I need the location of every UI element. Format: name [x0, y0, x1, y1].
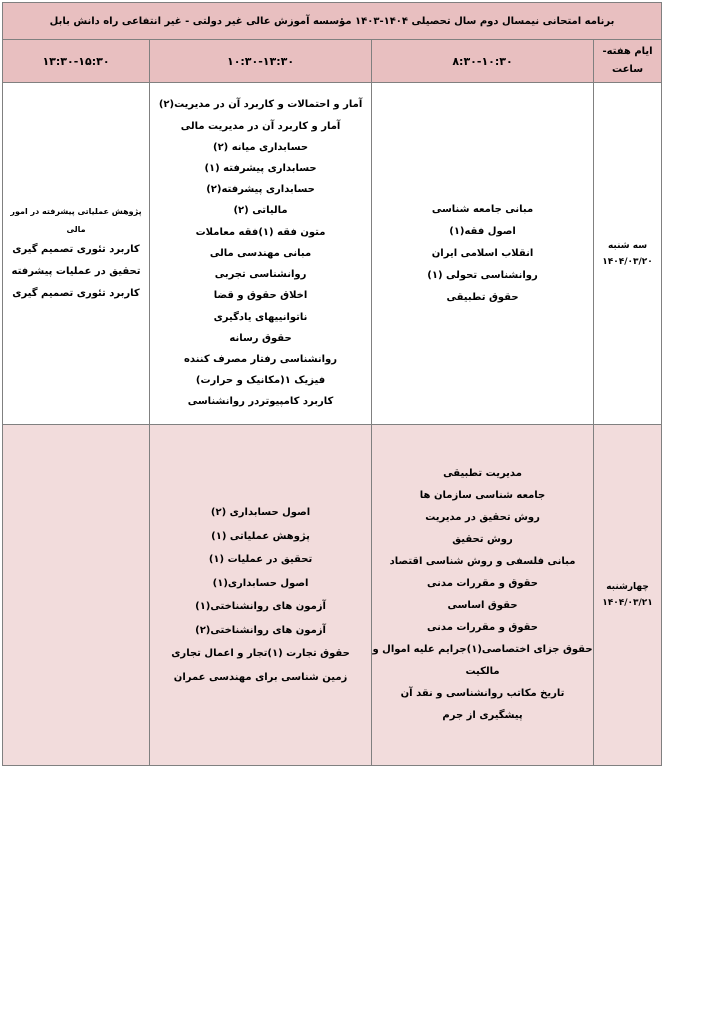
course-item: حقوق رسانه: [229, 332, 292, 344]
course-item: کاربرد تئوری تصمیم گیری: [12, 287, 140, 299]
schedule-row-tuesday: [3, 83, 662, 425]
day-name: چهارشنبه: [606, 582, 649, 592]
day-date: ۱۴۰۴/۰۳/۲۰: [602, 256, 653, 267]
course-item: انقلاب اسلامی ایران: [431, 247, 534, 259]
course-item: مبانی فلسفی و روش شناسی اقتصاد: [389, 556, 576, 567]
schedule-row-wednesday: [3, 425, 662, 766]
course-item: حقوق تجارت (۱)تجار و اعمال تجاری: [171, 648, 350, 659]
day-cell-tuesday: [594, 83, 662, 425]
day-date: ۱۴۰۴/۰۳/۲۱: [602, 598, 653, 608]
course-item: مدیریت تطبیقی: [443, 468, 522, 479]
course-item: روش تحقیق در مدیریت: [425, 512, 540, 523]
course-item: مالیاتی (۲): [233, 205, 288, 217]
course-item: کاربرد تئوری تصمیم گیری: [12, 243, 140, 255]
course-item: حسابداری پیشرفته (۱): [204, 163, 317, 175]
slot-header-3: ۱۳:۳۰-۱۵:۳۰: [3, 40, 150, 83]
course-item: اخلاق حقوق و قضا: [213, 290, 308, 302]
day-name: سه شنبه: [607, 240, 648, 251]
slot3-cell-tuesday: [3, 83, 150, 425]
slot1-cell-tuesday: [372, 83, 594, 425]
header-row: [3, 40, 662, 83]
course-item: روانشناسی رفتار مصرف کننده: [184, 353, 338, 365]
slot-header-2: ۱۰:۳۰-۱۳:۳۰: [150, 40, 372, 83]
course-item: حقوق و مقررات مدنی: [427, 622, 539, 633]
schedule-title: برنامه امتحانی نیمسال دوم سال تحصیلی ۱۴۰۴-۱۴۰۳ مؤسسه آموزش عالی غیر دولتی - غیر انتفاعی راه دانش بابل: [3, 3, 662, 40]
weekday-label: ایام هفته-: [602, 46, 653, 57]
course-item: حسابداری میانه (۲): [212, 141, 309, 153]
course-item: آزمون های روانشناختی(۲): [195, 624, 326, 636]
day-cell-wednesday: [594, 425, 662, 766]
course-list: [372, 463, 593, 727]
time-label: ساعت: [612, 64, 644, 75]
course-item: مبانی مهندسی مالی: [209, 247, 312, 259]
course-item: متون فقه (۱)فقه معاملات: [195, 226, 326, 238]
course-item: مالکیت: [465, 666, 500, 677]
course-item: پیشگیری از جرم: [442, 710, 523, 721]
course-item: زمین شناسی برای مهندسی عمران: [173, 671, 348, 683]
course-list: [372, 199, 593, 309]
course-item: پژوهش عملیاتی پیشرفته در امور مالی: [10, 206, 142, 234]
course-item: آمار و احتمالات و کاربرد آن در مدیریت(۲): [158, 99, 363, 111]
course-item: روش تحقیق: [452, 534, 513, 545]
slot-header-1: ۸:۳۰-۱۰:۳۰: [372, 40, 594, 83]
course-item: تحقیق در عملیات پیشرفته: [11, 265, 141, 277]
course-list: [150, 94, 371, 412]
course-item: حقوق تطبیقی: [446, 291, 519, 303]
course-item: جامعه شناسی سازمان ها: [419, 490, 546, 501]
course-item: حسابداری پیشرفته(۲): [206, 184, 315, 196]
course-item: روانشناسی تحولی (۱): [427, 269, 538, 281]
slot2-cell-wednesday: [150, 425, 372, 766]
course-item: آزمون های روانشناختی(۱): [195, 601, 326, 612]
slot1-cell-wednesday: [372, 425, 594, 766]
course-item: حقوق اساسی: [447, 600, 518, 611]
slot2-cell-tuesday: [150, 83, 372, 425]
course-item: حقوق و مقررات مدنی: [427, 578, 539, 589]
course-item: اصول حسابداری(۱): [212, 577, 309, 589]
course-item: مبانی جامعه شناسی: [431, 203, 534, 215]
course-item: کاربرد کامپیوتردر روانشناسی: [187, 396, 334, 408]
course-item: روانشناسی تجربی: [214, 269, 307, 281]
course-item: تحقیق در عملیات (۱): [208, 554, 313, 565]
course-item: حقوق جزای اختصاصی(۱)جرایم علیه اموال و: [372, 644, 593, 655]
course-list: [150, 501, 371, 689]
course-item: ناتوانییهای یادگیری: [213, 311, 308, 323]
course-item: اصول حسابداری (۲): [210, 507, 311, 518]
course-item: تاریخ مکاتب روانشناسی و نقد آن: [400, 688, 565, 699]
course-item: فیزیک ۱(مکانیک و حرارت): [195, 375, 326, 387]
exam-schedule-table: [2, 2, 662, 766]
corner-header-cell: [594, 40, 662, 83]
course-item: آمار و کاربرد آن در مدیریت مالی: [180, 120, 341, 132]
course-list: [3, 203, 149, 305]
course-item: پژوهش عملیاتی (۱): [211, 530, 310, 542]
course-item: اصول فقه(۱): [449, 225, 516, 237]
slot3-cell-wednesday: [3, 425, 150, 766]
